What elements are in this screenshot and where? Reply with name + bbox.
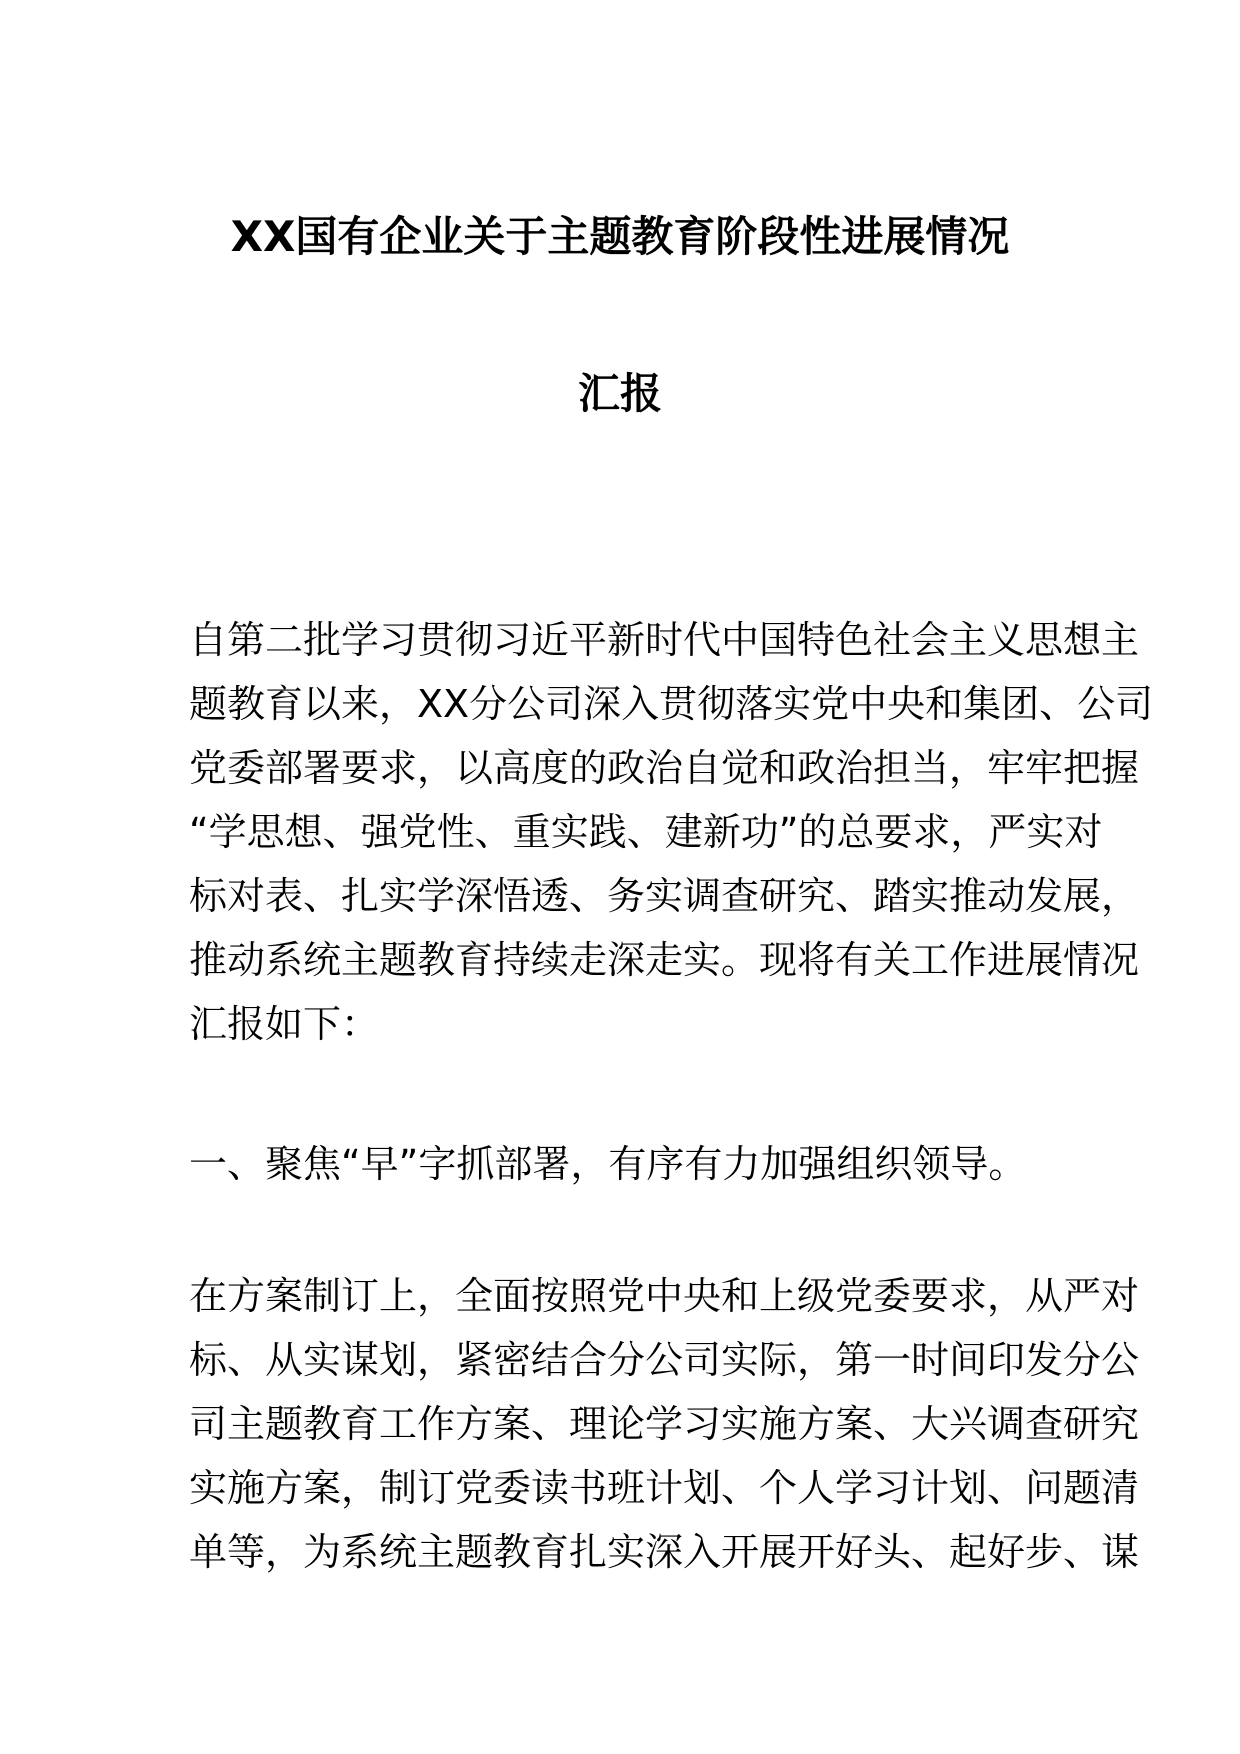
paragraph-line: 党委部署要求，以高度的政治自觉和政治担当，牢牢把握 [189, 746, 1140, 790]
section-heading: 一、聚焦“早”字抓部署，有序有力加强组织领导。 [189, 1142, 1027, 1186]
paragraph-line: 标、从实谋划，紧密结合分公司实际，第一时间印发分公 [189, 1338, 1140, 1382]
document-title-line-2: 汇报 [577, 369, 662, 418]
paragraph-line: 推动系统主题教育持续走深走实。现将有关工作进展情况 [189, 938, 1140, 982]
paragraph-line: 自第二批学习贯彻习近平新时代中国特色社会主义思想主 [189, 618, 1140, 662]
paragraph-line: 单等，为系统主题教育扎实深入开展开好头、起好步、谋 [189, 1530, 1140, 1574]
paragraph-line: 题教育以来，XX分公司深入贯彻落实党中央和集团、公司 [189, 682, 1154, 726]
paragraph-line: “学思想、强党性、重实践、建新功”的总要求，严实对 [189, 810, 1103, 854]
paragraph-line: 在方案制订上，全面按照党中央和上级党委要求，从严对 [189, 1274, 1140, 1318]
paragraph-line: 司主题教育工作方案、理论学习实施方案、大兴调查研究 [189, 1402, 1140, 1446]
paragraph-line: 实施方案，制订党委读书班计划、个人学习计划、问题清 [189, 1466, 1140, 1510]
paragraph-line: 标对表、扎实学深悟透、务实调查研究、踏实推动发展， [189, 874, 1140, 918]
paragraph-line: 汇报如下： [189, 1002, 380, 1046]
document-title-line-1: XX国有企业关于主题教育阶段性进展情况 [230, 212, 1010, 261]
